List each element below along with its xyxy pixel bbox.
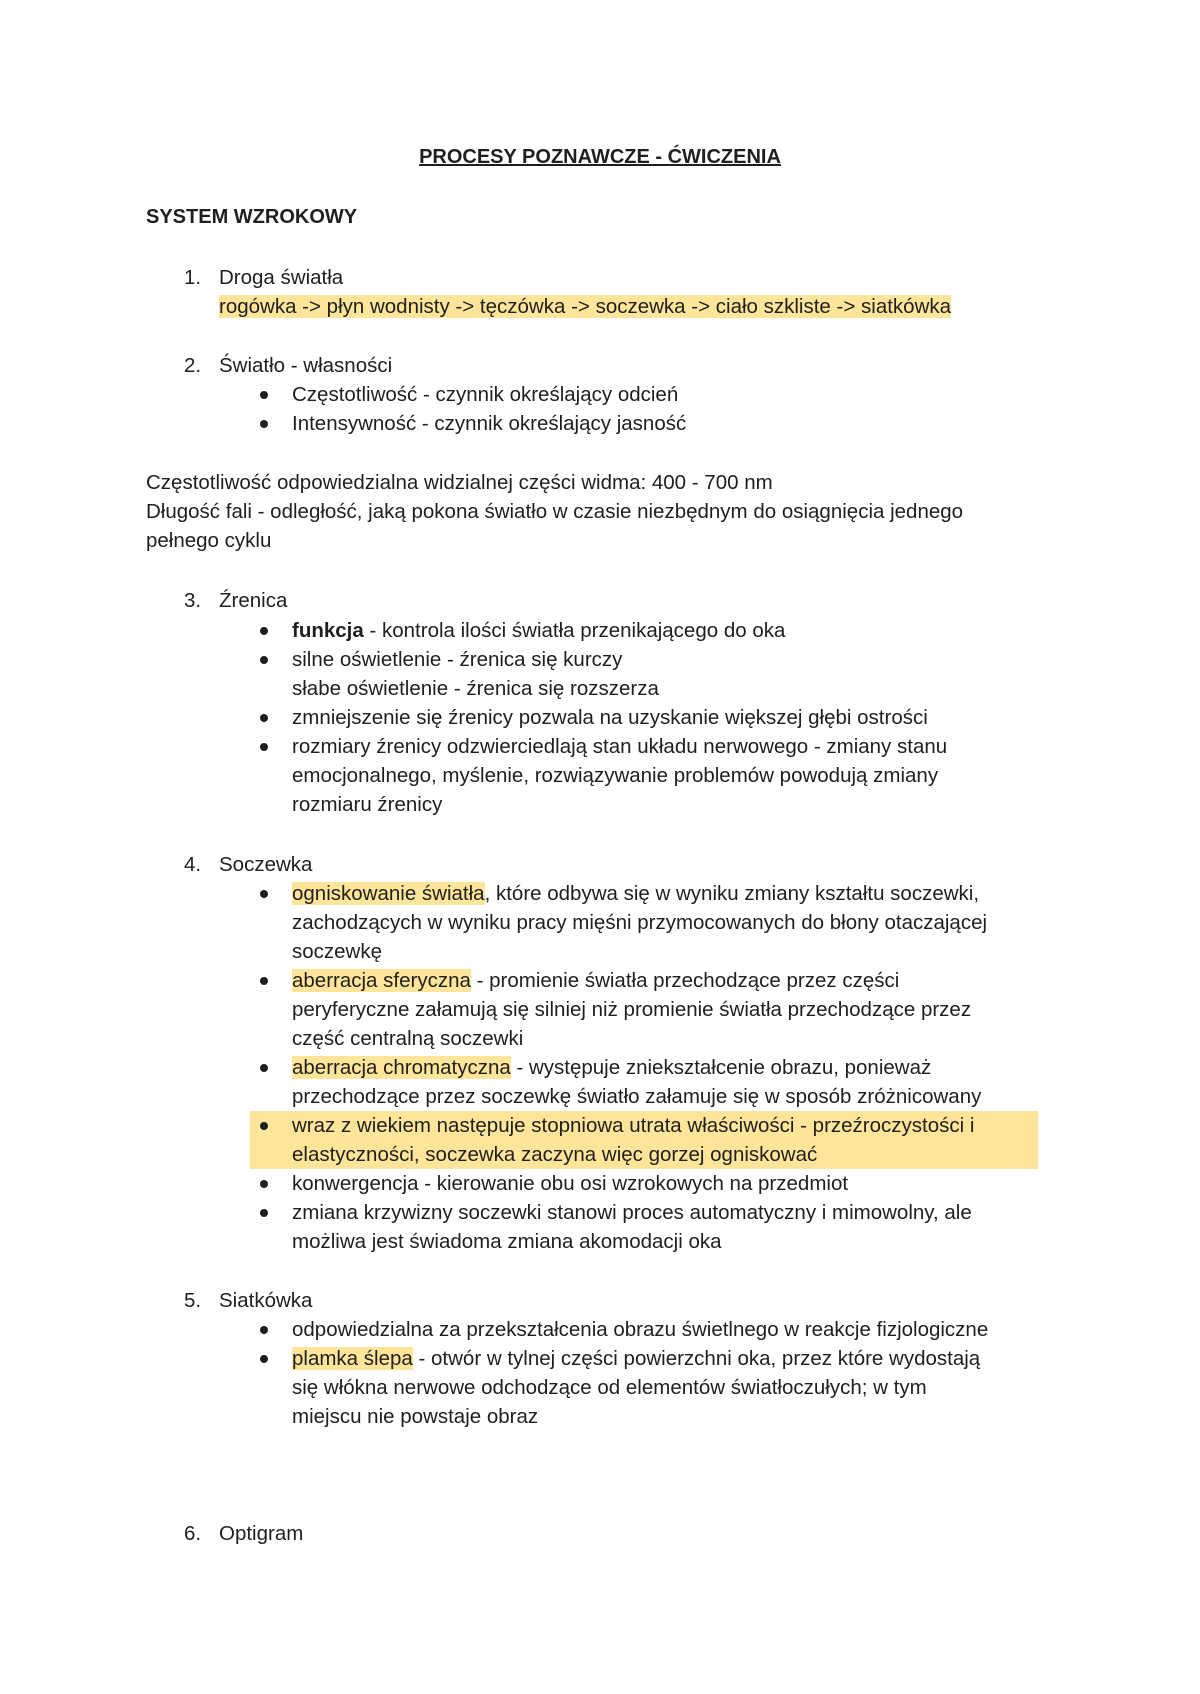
list-item: konwergencja - kierowanie obu osi wzrokowych na przedmiot xyxy=(292,1172,849,1195)
list-number-2: 2. xyxy=(184,354,202,377)
list-item xyxy=(292,966,899,995)
list-item-text: - otwór w tylnej części powierzchni oka, przez które wydostają xyxy=(412,1347,981,1370)
bullet-icon xyxy=(260,1209,268,1217)
bullet-icon xyxy=(260,714,268,722)
list-item: silne oświetlenie - źrenica się kurczy xyxy=(292,648,623,671)
list-number-1: 1. xyxy=(184,266,202,289)
list-item: Intensywność - czynnik określający jasność xyxy=(292,412,687,435)
highlighted-term: plamka ślepa xyxy=(292,1347,413,1370)
list-item-line: słabe oświetlenie - źrenica się rozszerza xyxy=(292,677,659,700)
bullet-icon xyxy=(260,977,268,985)
paragraph-line: Długość fali - odległość, jaką pokona światło w czasie niezbędnym do osiągnięcia jednego xyxy=(146,500,964,523)
section-heading: SYSTEM WZROKOWY xyxy=(146,206,358,228)
light-path-highlight: rogówka -> płyn wodnisty -> tęczówka -> soczewka -> ciało szkliste -> siatkówka xyxy=(219,295,952,318)
section-5-title: Siatkówka xyxy=(219,1289,313,1312)
paragraph-line: Częstotliwość odpowiedzialna widzialnej części widma: 400 - 700 nm xyxy=(146,471,773,494)
section-4-title: Soczewka xyxy=(219,853,313,876)
bullet-icon xyxy=(260,1355,268,1363)
highlighted-term: ogniskowanie światła xyxy=(292,882,485,905)
list-item xyxy=(292,616,785,645)
list-item: wraz z wiekiem następuje stopniowa utrata właściwości - przeźroczystości i xyxy=(292,1114,975,1137)
list-item: zmniejszenie się źrenicy pozwala na uzyskanie większej głębi ostrości xyxy=(292,706,928,729)
highlighted-term: aberracja sferyczna xyxy=(292,969,471,992)
list-item-text: - kontrola ilości światła przenikającego do oka xyxy=(363,619,786,642)
list-item: Częstotliwość - czynnik określający odcień xyxy=(292,383,679,406)
section-3-title: Źrenica xyxy=(219,589,288,612)
section-1-title: Droga światła xyxy=(219,266,344,289)
list-item-text: , które odbywa się w wyniku zmiany kształtu soczewki, xyxy=(484,882,980,905)
list-item-text: - występuje zniekształcenie obrazu, ponieważ xyxy=(510,1056,932,1079)
section-6-title: Optigram xyxy=(219,1522,304,1545)
list-item-text: - promienie światła przechodzące przez części xyxy=(470,969,900,992)
list-item-line: zachodzących w wyniku pracy mięśni przymocowanych do błony otaczającej xyxy=(292,911,988,934)
list-number-5: 5. xyxy=(184,1289,202,1312)
list-item-line: przechodzące przez soczewkę światło załamuje się w sposób zróżnicowany xyxy=(292,1085,982,1108)
list-item-line: emocjonalnego, myślenie, rozwiązywanie problemów powodują zmiany xyxy=(292,764,939,787)
page-title: PROCESY POZNAWCZE - ĆWICZENIA xyxy=(419,146,781,168)
list-number-3: 3. xyxy=(184,589,202,612)
list-item: zmiana krzywizny soczewki stanowi proces automatyczny i mimowolny, ale xyxy=(292,1201,972,1224)
list-item: odpowiedzialna za przekształcenia obrazu świetlnego w reakcje fizjologiczne xyxy=(292,1318,989,1341)
bullet-icon xyxy=(260,890,268,898)
bullet-icon xyxy=(260,656,268,664)
section-2-title: Światło - własności xyxy=(219,354,393,377)
bullet-icon xyxy=(260,1326,268,1334)
list-item-line: rozmiaru źrenicy xyxy=(292,793,443,816)
list-item-line: elastyczności, soczewka zaczyna więc gorzej ogniskować xyxy=(292,1143,818,1166)
list-number-6: 6. xyxy=(184,1522,202,1545)
list-item-line: peryferyczne załamują się silniej niż promienie światła przechodzące przez xyxy=(292,998,972,1021)
bullet-icon xyxy=(260,743,268,751)
list-item xyxy=(292,879,979,908)
light-path-line xyxy=(219,292,951,321)
list-item-line: soczewkę xyxy=(292,940,383,963)
bullet-icon xyxy=(260,1180,268,1188)
list-item-line: część centralną soczewki xyxy=(292,1027,524,1050)
list-item-line: miejscu nie powstaje obraz xyxy=(292,1405,539,1428)
highlighted-term: aberracja chromatyczna xyxy=(292,1056,511,1079)
bullet-icon xyxy=(260,420,268,428)
list-item-line: możliwa jest świadoma zmiana akomodacji oka xyxy=(292,1230,722,1253)
bullet-icon xyxy=(260,1122,268,1130)
list-item xyxy=(292,1344,980,1373)
list-number-4: 4. xyxy=(184,853,202,876)
list-item-line: się włókna nerwowe odchodzące od elementów światłoczułych; w tym xyxy=(292,1376,927,1399)
bullet-icon xyxy=(260,391,268,399)
paragraph-line: pełnego cyklu xyxy=(146,529,272,552)
bold-term: funkcja xyxy=(292,619,364,642)
bullet-icon xyxy=(260,1064,268,1072)
list-item xyxy=(292,1053,931,1082)
list-item: rozmiary źrenicy odzwierciedlają stan układu nerwowego - zmiany stanu xyxy=(292,735,948,758)
bullet-icon xyxy=(260,627,268,635)
